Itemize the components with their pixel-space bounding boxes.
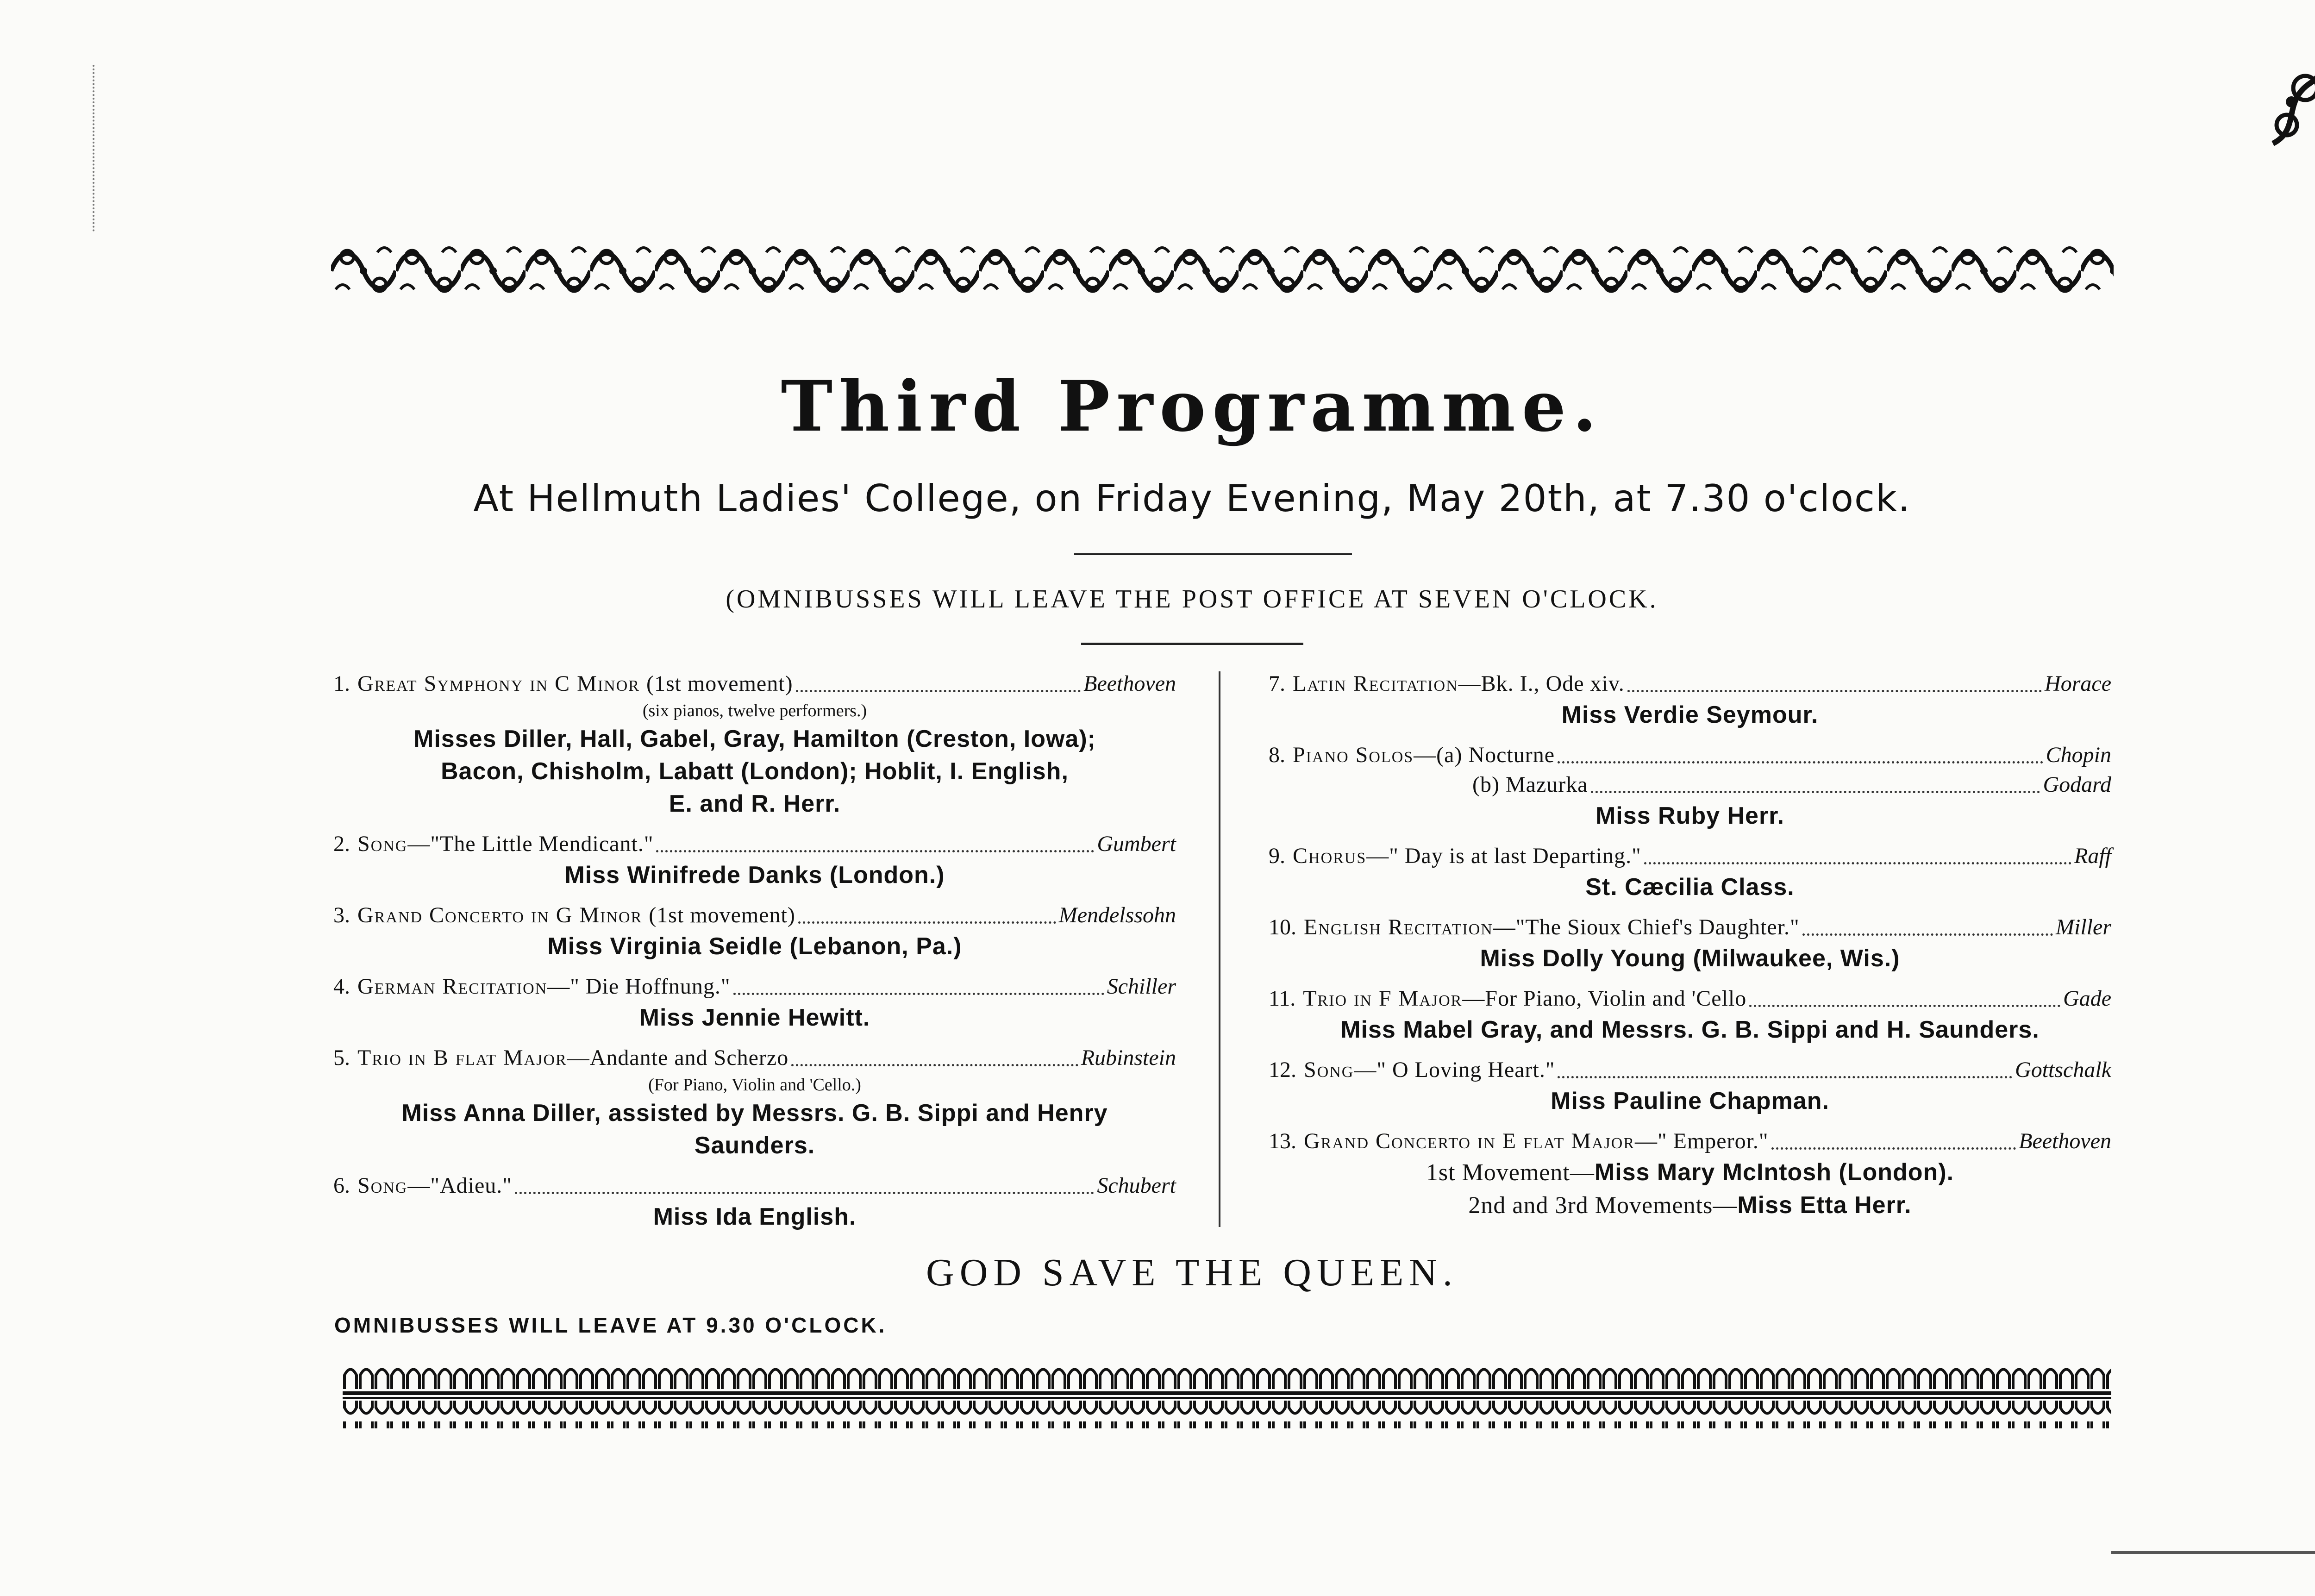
closing-notice: OMNIBUSSES WILL LEAVE AT 9.30 O'CLOCK. xyxy=(334,1313,887,1337)
piece-detail: (1st movement) xyxy=(649,903,795,927)
piece-title: Chorus xyxy=(1293,844,1367,868)
column-separator xyxy=(1219,671,1220,1227)
top-ornament-band xyxy=(331,238,2114,303)
performer-line: St. Cæcilia Class. xyxy=(1585,874,1795,901)
composer-name: Schubert xyxy=(1097,1173,1176,1198)
programme-item xyxy=(333,901,1176,963)
dot-leader xyxy=(733,988,1104,995)
piece-title: Song xyxy=(1304,1058,1354,1082)
programme-left-column xyxy=(333,669,1176,1242)
performers xyxy=(333,859,1176,891)
programme-item xyxy=(333,1043,1176,1162)
piece-detail: —Andante and Scherzo xyxy=(567,1045,789,1070)
event-subtitle: At Hellmuth Ladies' College, on Friday Evening, May 20th, at 7.30 o'clock. xyxy=(473,477,1911,520)
composer-name: Gottschalk xyxy=(2015,1058,2111,1082)
programme-item xyxy=(1269,984,2111,1046)
bottom-ornament-band xyxy=(343,1364,2111,1428)
performer-line: Bacon, Chisholm, Labatt (London); Hoblit, I. English, xyxy=(441,758,1069,785)
item-number: 7. xyxy=(1269,671,1285,696)
programme-item xyxy=(1269,1127,2111,1222)
item-number: 9. xyxy=(1269,844,1285,868)
composer-name: Gumbert xyxy=(1097,832,1176,856)
piece-title: Grand Concerto in E flat Major xyxy=(1304,1129,1635,1153)
piece-title: Great Symphony in C Minor xyxy=(357,671,640,696)
dot-leader xyxy=(1558,1071,2012,1078)
dot-leader xyxy=(1627,685,2042,692)
composer-name: Beethoven xyxy=(1083,671,1176,696)
programme-item xyxy=(333,829,1176,891)
dot-leader xyxy=(1802,929,2053,936)
piece-detail: —" O Loving Heart." xyxy=(1354,1058,1555,1082)
dot-leader xyxy=(1644,857,2071,864)
movement-performer: Miss Mary McIntosh (London). xyxy=(1594,1159,1954,1186)
corner-ornament xyxy=(2264,9,2315,150)
performer-line: Miss Jennie Hewitt. xyxy=(639,1004,870,1031)
piece-title: Trio in B flat Major xyxy=(357,1045,567,1070)
piece-title: Grand Concerto in G Minor xyxy=(357,903,643,927)
dot-leader xyxy=(656,845,1094,852)
title-divider xyxy=(1074,553,1352,555)
composer-name: Gade xyxy=(2063,986,2111,1011)
notice-divider xyxy=(1081,643,1303,645)
programme-item xyxy=(1269,740,2111,832)
performers xyxy=(333,723,1176,820)
programme-item xyxy=(333,669,1176,820)
dot-leader xyxy=(1771,1143,2016,1150)
piece-title: Piano Solos xyxy=(1293,743,1414,767)
performers xyxy=(1269,800,2111,832)
movement-label: 1st Movement— xyxy=(1426,1159,1595,1186)
performers xyxy=(333,930,1176,963)
piece-detail: (1st movement) xyxy=(646,671,793,696)
piece-title: Song xyxy=(357,832,408,856)
dot-leader xyxy=(1558,757,2043,764)
piece-detail: —" Emperor." xyxy=(1635,1129,1769,1153)
piece-detail: —Bk. I., Ode xiv. xyxy=(1458,671,1625,696)
piece-detail: —"The Little Mendicant." xyxy=(407,832,654,856)
composer-name: Horace xyxy=(2045,671,2111,696)
item-number: 5. xyxy=(333,1045,350,1070)
movement-performer: Miss Etta Herr. xyxy=(1737,1192,1912,1219)
item-note: (For Piano, Violin and 'Cello.) xyxy=(648,1075,861,1095)
performers xyxy=(1269,1014,2111,1046)
performer-line: Miss Ruby Herr. xyxy=(1595,802,1785,829)
performer-line: Miss Anna Diller, assisted by Messrs. G. B. Sippi and Henry xyxy=(401,1100,1108,1127)
performers xyxy=(333,1201,1176,1233)
dot-leader xyxy=(1749,1000,2060,1007)
piece-title: Song xyxy=(357,1173,408,1198)
piece-detail: —" Day is at last Departing." xyxy=(1366,844,1641,868)
piece-sub-detail: (b) Mazurka xyxy=(1472,772,1588,797)
piece-title: German Recitation xyxy=(357,974,548,999)
piece-title: English Recitation xyxy=(1304,915,1493,939)
movement-label: 2nd and 3rd Movements— xyxy=(1468,1192,1738,1219)
piece-title: Latin Recitation xyxy=(1293,671,1458,696)
performers xyxy=(1269,699,2111,731)
performer-line: Misses Diller, Hall, Gabel, Gray, Hamilton (Creston, Iowa); xyxy=(413,726,1096,752)
anthem-line: GOD SAVE THE QUEEN. xyxy=(926,1251,1458,1294)
piece-detail: —"The Sioux Chief's Daughter." xyxy=(1493,915,1800,939)
item-number: 8. xyxy=(1269,743,1285,767)
programme-item xyxy=(1269,669,2111,731)
programme-item xyxy=(1269,913,2111,975)
item-number: 2. xyxy=(333,832,350,856)
dot-leader xyxy=(798,917,1056,924)
performers xyxy=(333,1001,1176,1034)
dot-leader xyxy=(515,1187,1095,1194)
piece-detail: —For Piano, Violin and 'Cello xyxy=(1462,986,1747,1011)
movement-line xyxy=(1269,1156,2111,1189)
composer-name: Chopin xyxy=(2046,743,2111,767)
page-title: Third Programme. xyxy=(781,366,1603,447)
programme-item xyxy=(333,1171,1176,1233)
item-number: 6. xyxy=(333,1173,350,1198)
movement-line xyxy=(1269,1189,2111,1222)
left-margin-marks xyxy=(93,65,104,232)
dot-leader xyxy=(791,1059,1078,1066)
performer-line: Miss Verdie Seymour. xyxy=(1561,701,1819,728)
programme-item xyxy=(1269,841,2111,903)
performers xyxy=(1269,942,2111,975)
performer-line: E. and R. Herr. xyxy=(669,790,841,817)
performers xyxy=(333,1097,1176,1162)
composer-name: Mendelssohn xyxy=(1058,903,1176,927)
item-number: 11. xyxy=(1269,986,1296,1011)
piece-title: Trio in F Major xyxy=(1303,986,1463,1011)
programme-item xyxy=(333,972,1176,1034)
performer-line: Miss Virginia Seidle (Lebanon, Pa.) xyxy=(547,933,962,960)
performer-line: Miss Mabel Gray, and Messrs. G. B. Sippi and H. Saunders. xyxy=(1340,1016,2040,1043)
item-note: (six pianos, twelve performers.) xyxy=(642,701,867,720)
performer-line: Miss Winifrede Danks (London.) xyxy=(564,862,945,889)
item-number: 13. xyxy=(1269,1129,1296,1153)
performer-line: Saunders. xyxy=(694,1132,815,1159)
performer-line: Miss Ida English. xyxy=(653,1203,857,1230)
dot-leader xyxy=(1591,786,2040,793)
bottom-right-rule xyxy=(2111,1551,2315,1554)
composer-name: Miller xyxy=(2056,915,2111,939)
item-number: 4. xyxy=(333,974,350,999)
composer-name: Beethoven xyxy=(2019,1129,2111,1153)
piece-detail: —"Adieu." xyxy=(407,1173,512,1198)
piece-detail: —(a) Nocturne xyxy=(1414,743,1555,767)
item-number: 12. xyxy=(1269,1058,1296,1082)
composer-name: Godard xyxy=(2043,772,2111,797)
item-number: 3. xyxy=(333,903,350,927)
composer-name: Rubinstein xyxy=(1081,1045,1176,1070)
performer-line: Miss Dolly Young (Milwaukee, Wis.) xyxy=(1480,945,1900,972)
dot-leader xyxy=(796,685,1081,692)
composer-name: Schiller xyxy=(1107,974,1176,999)
performers xyxy=(1269,1085,2111,1117)
performers xyxy=(1269,1156,2111,1222)
programme-item xyxy=(1269,1055,2111,1117)
sub-line xyxy=(1269,770,2111,800)
programme-right-column xyxy=(1269,669,2111,1231)
composer-name: Raff xyxy=(2074,844,2111,868)
piece-detail: —" Die Hoffnung." xyxy=(547,974,731,999)
item-number: 10. xyxy=(1269,915,1296,939)
performers xyxy=(1269,871,2111,903)
item-number: 1. xyxy=(333,671,350,696)
performer-line: Miss Pauline Chapman. xyxy=(1551,1088,1829,1114)
omnibus-notice: (OMNIBUSSES WILL LEAVE THE POST OFFICE AT SEVEN O'CLOCK. xyxy=(726,585,1658,613)
